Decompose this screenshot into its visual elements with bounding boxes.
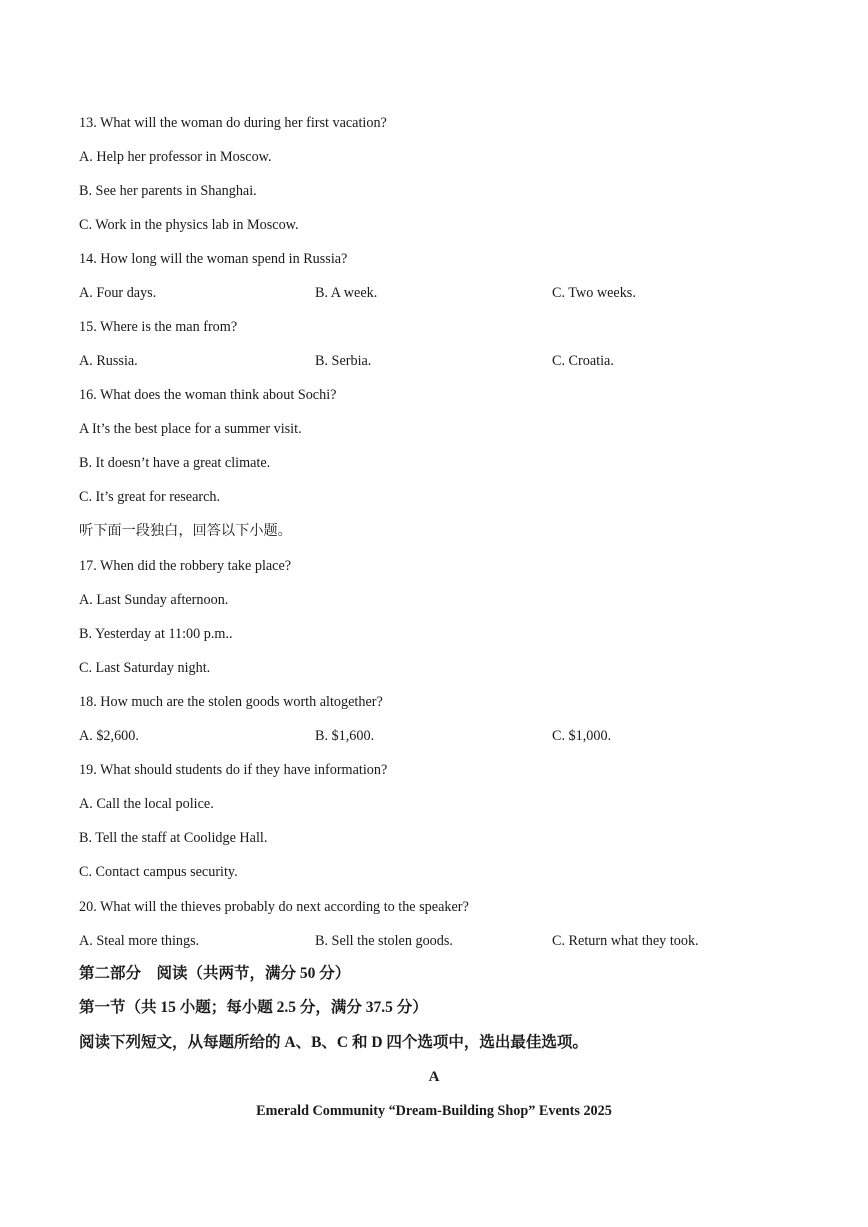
option-19c: C. Contact campus security. xyxy=(79,864,238,880)
option-17a: A. Last Sunday afternoon. xyxy=(79,592,229,608)
option-15c: C. Croatia. xyxy=(552,353,614,369)
option-18c: C. $1,000. xyxy=(552,728,612,744)
option-16c: C. It’s great for research. xyxy=(79,489,221,505)
question-19: 19. What should students do if they have information? xyxy=(79,762,388,778)
option-13a: A. Help her professor in Moscow. xyxy=(79,149,272,165)
option-17b: B. Yesterday at 11:00 p.m.. xyxy=(79,626,233,642)
passage-letter: A xyxy=(428,1069,440,1085)
section1-heading: 第一节（共 15 小题；每小题 2.5 分，满分 37.5 分） xyxy=(79,999,428,1016)
question-13: 13. What will the woman do during her first vacation? xyxy=(79,115,387,131)
question-14: 14. How long will the woman spend in Russia? xyxy=(79,251,348,267)
option-14c: C. Two weeks. xyxy=(552,285,636,301)
option-19a: A. Call the local police. xyxy=(79,796,214,812)
option-15b: B. Serbia. xyxy=(315,353,372,369)
option-20b: B. Sell the stolen goods. xyxy=(315,933,453,949)
option-14b: B. A week. xyxy=(315,285,378,301)
reading-instruction: 阅读下列短文，从每题所给的 A、B、C 和 D 四个选项中，选出最佳选项。 xyxy=(79,1034,588,1051)
option-20c: C. Return what they took. xyxy=(552,933,699,949)
option-14a: A. Four days. xyxy=(79,285,157,301)
monologue-instruction: 听下面一段独白，回答以下小题。 xyxy=(79,523,292,539)
option-16b: B. It doesn’t have a great climate. xyxy=(79,455,271,471)
question-18: 18. How much are the stolen goods worth altogether? xyxy=(79,694,383,710)
option-19b: B. Tell the staff at Coolidge Hall. xyxy=(79,830,268,846)
part2-heading: 第二部分 阅读（共两节，满分 50 分） xyxy=(79,965,351,982)
option-20a: A. Steal more things. xyxy=(79,933,200,949)
question-17: 17. When did the robbery take place? xyxy=(79,558,292,574)
question-16: 16. What does the woman think about Sochi? xyxy=(79,387,337,403)
question-15: 15. Where is the man from? xyxy=(79,319,238,335)
option-13b: B. See her parents in Shanghai. xyxy=(79,183,257,199)
question-20: 20. What will the thieves probably do next according to the speaker? xyxy=(79,899,469,915)
passage-title: Emerald Community “Dream-Building Shop” Events 2025 xyxy=(256,1103,612,1119)
option-15a: A. Russia. xyxy=(79,353,138,369)
option-18a: A. $2,600. xyxy=(79,728,139,744)
option-13c: C. Work in the physics lab in Moscow. xyxy=(79,217,299,233)
option-17c: C. Last Saturday night. xyxy=(79,660,211,676)
option-18b: B. $1,600. xyxy=(315,728,375,744)
option-16a: A It’s the best place for a summer visit. xyxy=(79,421,302,437)
